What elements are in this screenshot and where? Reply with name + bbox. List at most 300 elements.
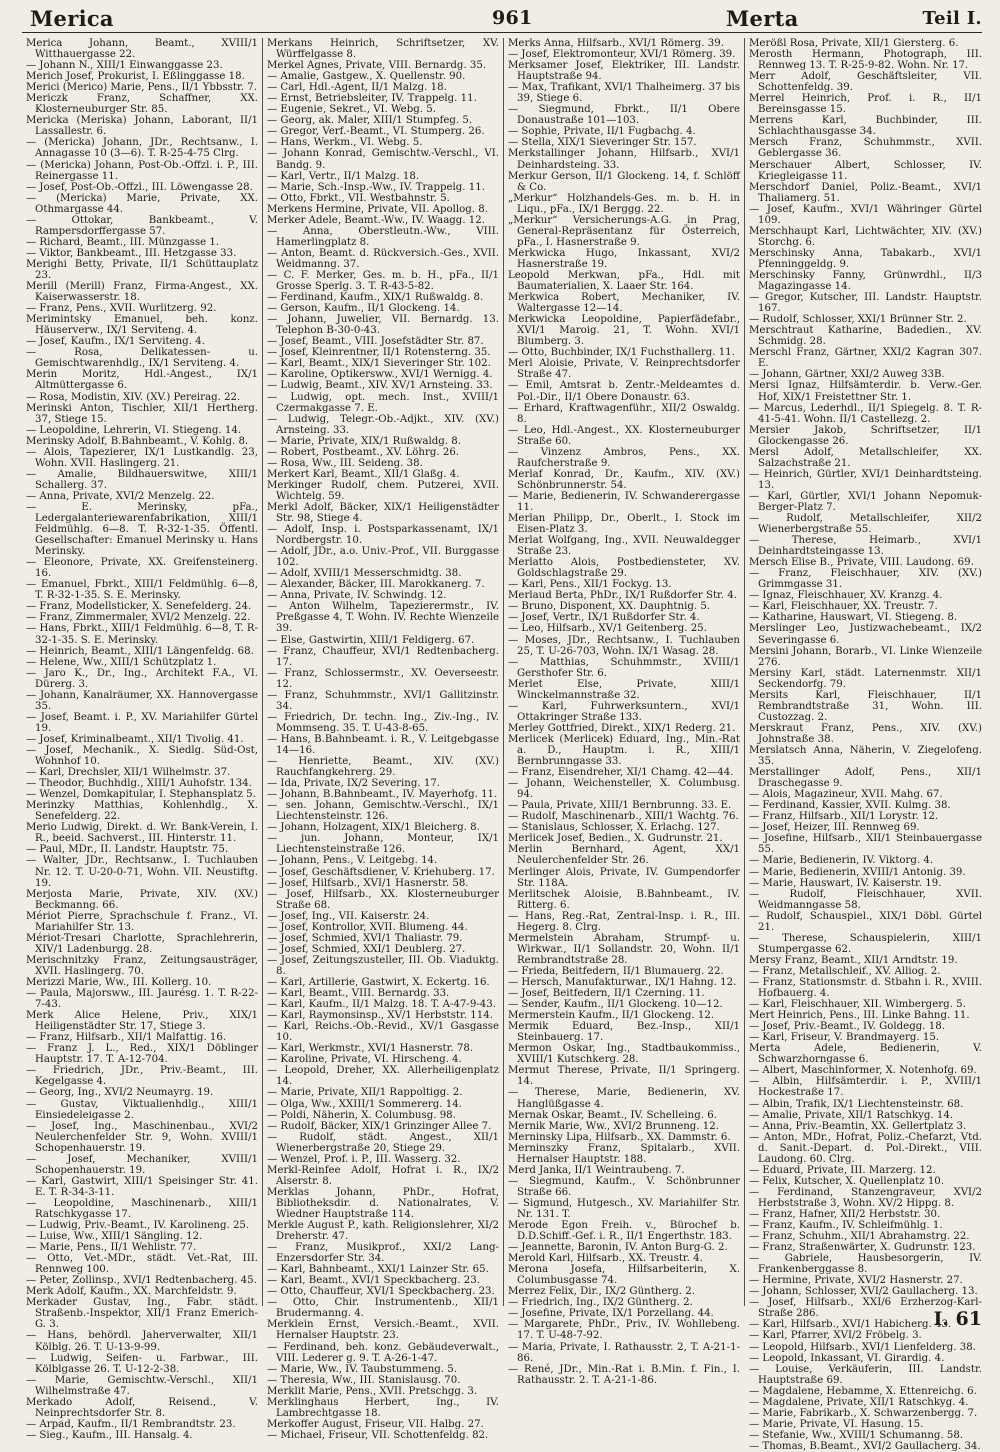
directory-entry: Mersch Elise B., Private, VIII. Laudong. 69. xyxy=(749,557,974,569)
directory-entry: — Ludwig, Seifen- u. Farbwar., III. Kölblgasse 26. T. U-12-2-38. xyxy=(26,1352,258,1375)
directory-entry: Merica Johann, Beamt., XVIII/1 Witthauergasse 22. xyxy=(26,38,258,61)
directory-entry: — Anna, Private, XVI/2 Menzelg. 22. xyxy=(26,490,215,502)
directory-entry: — Johann Konrad, Gemischtw.-Verschl., VI. Bandg. 9. xyxy=(267,148,499,171)
directory-entry: — Karl, Kaufm., II/1 Malzg. 18. T. A-47-9-43. xyxy=(267,999,496,1011)
directory-entry: — Josef, Beamt. i. P., XV. Mariahilfer Gürtel 19. xyxy=(26,711,258,734)
directory-entry: Merd Janka, II/1 Weintraubeng. 7. xyxy=(508,1164,685,1176)
directory-entry: — Karl, Werkmstr., XVI/1 Hasnerstr. 78. xyxy=(267,1043,474,1055)
directory-entry: — Albert, Maschinformer, X. Notenhofg. 69. xyxy=(749,1065,977,1077)
directory-entry: — Karl, Pfarrer, XVI/2 Fröbelg. 3. xyxy=(749,1330,922,1342)
directory-entry: — C. F. Merker, Ges. m. b. H., pFa., II/1 Grosse Sperlg. 3. T. R-43-5-82. xyxy=(267,269,499,293)
directory-entry: „Merkur“ Holzhandels-Ges. m. b. H. in Liqu., pFa., IX/1 Berggg. 22. xyxy=(508,192,740,215)
directory-entry: — Alois, Tapezierer, IX/1 Lustkandlg. 23, Wohn. XVII. Haslingerg. 21. xyxy=(26,446,258,469)
directory-entry: — Marie, Sch.-Insp.-Ww., IV. Trappelg. 11. xyxy=(267,181,485,193)
directory-entry: — Hans, behördl. Jaherverwalter, XII/1 Kölblg. 26. T. U-13-9-99. xyxy=(26,1330,258,1353)
directory-entry: — Franz, Kaufm., IV. Schleifmühlg. 1. xyxy=(749,1220,943,1232)
directory-entry: — Henriette, Beamt., XIV. (XV.) Rauchfangkehrerg. 29. xyxy=(267,756,499,779)
directory-entry: — Franz, Straßenwärter, X. Gudrunstr. 123. xyxy=(749,1242,976,1254)
directory-entry: — Franz, Eisendreher, XI/1 Chamg. 42—44. xyxy=(508,767,734,779)
directory-entry: Merninszky Franz, Spitalarb., XVII. Hernalser Hauptstr. 188. xyxy=(508,1142,740,1165)
directory-entry: Merkwicka Leopoldine, Papierfädefabr., XVI/1 Maroig. 21, T. Wohn. XVI/1 Blumberg. 3. xyxy=(508,314,740,348)
directory-entry: — Anna, Priv.-Beamtin, XX. Gellertplatz 3. xyxy=(749,1120,967,1132)
directory-entry: Merk Alice Helene, Priv., XIX/1 Heiligenstädter Str. 17, Stiege 3. xyxy=(26,1010,258,1033)
directory-entry: — Ignaz, Fleischhauer, XV. Kranzg. 4. xyxy=(749,590,943,602)
directory-entry: — Leopoldine, Lehrerin, VI. Stiegeng. 14. xyxy=(26,424,242,436)
directory-entry: Merlatto Alois, Postbediensteter, XV. Goldschlagstraße 29. xyxy=(508,557,740,580)
directory-entry: — Josef, Zeitungszusteller, III. Ob. Viaduktg. 8. xyxy=(267,954,499,977)
page-header xyxy=(22,4,982,33)
directory-entry: — Franz, Chauffeur, XVI/1 Redtenbacherg. 17. xyxy=(267,645,499,668)
directory-entry: — Josef, Kontrollor, XVII. Blumeng. 44. xyxy=(267,921,468,933)
directory-entry: Merstallinger Adolf, Pens., XII/1 Draschegasse 9. xyxy=(749,767,982,790)
directory-entry: — Franz, Fleischhauer, XIV. (XV.) Grimmgasse 31. xyxy=(749,568,982,591)
directory-entry: Merkens Hermine, Private, VII. Apollog. 8. xyxy=(267,203,489,215)
directory-entry: — Johann, Juwelier, VII. Bernardg. 13. Telephon B-30-0-43. xyxy=(267,314,499,337)
directory-entry: — Carl, Hdl.-Agent, II/1 Malzg. 18. xyxy=(267,82,447,94)
directory-entry: — Marie, Hauswart, IV. Kaiserstr. 19. xyxy=(749,877,942,889)
directory-entry: Merinsky Adolf, B.Bahnbeamt., V. Kohlg. 8. xyxy=(26,435,249,447)
directory-entry: — Friedrich, JDr., Priv.-Beamt., III. Kegelgasse 4. xyxy=(26,1065,258,1088)
directory-entry: — Paul, MDr., II. Landstr. Hauptstr. 75. xyxy=(26,844,229,856)
directory-entry: Merizzi Marie, Ww., III. Kollerg. 10. xyxy=(26,976,212,988)
directory-entry: Merlet Else, Private, XIII/1 Winckelmannstraße 32. xyxy=(508,678,740,701)
directory-entry: — Wenzel, Prof. i. P., III. Wasserg. 32. xyxy=(267,1153,461,1165)
directory-entry: — Frieda, Beitfedern, II/1 Blumauerg. 22. xyxy=(508,965,724,977)
directory-entry: — Leopold, Inkassant, VI. Girardig. 4. xyxy=(749,1352,945,1364)
directory-entry: — Josefine, Hilfsarb., XII/1 Steinbauergasse 55. xyxy=(749,833,982,856)
directory-entry: Merschdorf Daniel, Poliz.-Beamt., XVI/1 Thaliamerg. 51. xyxy=(749,181,982,204)
directory-column-2 xyxy=(263,38,504,1441)
directory-entry: Mériot Pierre, Sprachschule f. Franz., VI. Mariahilfer Str. 13. xyxy=(26,910,258,933)
directory-entry: Merkstallinger Johann, Hilfsarb., XVI/1 Deinhardsteing. 33. xyxy=(508,148,740,171)
directory-entry: Merschhaupt Karl, Lichtwächter, XIV. (XV.) Storchg. 6. xyxy=(749,225,982,248)
directory-entry: — Otto, Fbrkt., VII. Westbahnstr. 5. xyxy=(267,192,450,204)
directory-entry: — Marie, Bedienerin, IV. Viktorg. 4. xyxy=(749,855,934,867)
directory-entry: — Josef, Mechanik., X. Siedlg. Süd-Ost, Wohnhof 10. xyxy=(26,745,258,768)
directory-entry: — Karoline, Private, VI. Hirscheng. 4. xyxy=(267,1054,462,1066)
directory-entry: — Olga, Ww., XXIII/1 Sommererg. 14. xyxy=(267,1098,462,1110)
directory-entry: — Ferdinand, beh. konz. Gebäudeverwalt., VIII. Lederer g. 9. T. A-26-1-47. xyxy=(267,1341,499,1364)
directory-entry: — Vinzenz Ambros, Pens., XX. Raufcherstraße 9. xyxy=(508,446,740,469)
directory-entry: — Poldi, Näherin, X. Columbusg. 98. xyxy=(267,1109,456,1121)
directory-entry: — Josef, Mechaniker, XVIII/1 Schopenhauerstr. 19. xyxy=(26,1153,258,1176)
directory-entry: Merio Ludwig, Direkt. d. Wr. Bank-Verein, I. R., beeid. Sachverst., III. Hinterstr. 11. xyxy=(26,822,258,845)
directory-entry: Merklit Marie, Pens., XVII. Pretschgg. 3. xyxy=(267,1385,478,1397)
directory-entry: Merkwicka Hugo, Inkassant, XVI/2 Hasnerstraße 19. xyxy=(508,247,740,270)
directory-entry: — Amalie, Bildhauerswitwe, XIII/1 Schallerg. 37. xyxy=(26,468,258,491)
directory-entry: — Rosa, Modistin, XIV. (XV.) Pereirag. 22. xyxy=(26,391,241,403)
directory-entry: — Johann, Holzagent, XIX/1 Bleicherg. 8. xyxy=(267,822,480,834)
directory-entry: Merslinger Leo, Justizwachebeamt., IX/2 Severingasse 6. xyxy=(749,623,982,646)
directory-entry: Merninsky Lipa, Hilfsarb., XX. Dammstr. 6. xyxy=(508,1131,731,1143)
directory-entry: — Stanislaus, Schlosser, X. Erlachg. 127. xyxy=(508,822,720,834)
directory-entry: — Arpad, Kaufm., II/1 Rembrandtstr. 23. xyxy=(26,1418,236,1430)
directory-entry: — Josef, Kaufm., IX/1 Serviteng. 4. xyxy=(26,336,205,348)
directory-entry: Merrez Felix, Dir., IX/2 Güntherg. 2. xyxy=(508,1286,695,1298)
directory-entry: — sen. Johann, Gemischtw.-Verschl., IX/1 Liechtensteinstr. 126. xyxy=(267,800,499,823)
directory-entry: — Margarete, PhDr., Priv., IV. Wohllebeng. 17. T. U-48-7-92. xyxy=(508,1319,740,1342)
directory-entry: — Jaro K., Dr., Ing., Architekt F.A., VI. Dürerg. 3. xyxy=(26,667,258,690)
directory-entry: — Marcus, Lederhdl., II/1 Spiegelg. 8. T. R-41-5-41. Wohn. II/1 Castellezg. 2. xyxy=(749,402,982,425)
directory-entry: — Franz, Stationsmstr. d. Stbahn i. R., XVIII. Hofbauerg. 4. xyxy=(749,976,982,1000)
directory-entry: — Leo, Hdl.-Angest., XX. Klosterneuburger Straße 60. xyxy=(508,424,740,447)
directory-entry: Mersini Johann, Borarb., VI. Linke Wienzeile 276. xyxy=(749,645,982,668)
directory-entry: — Josef, Geschäftsdiener, V. Kriehuberg. 17. xyxy=(267,866,495,878)
directory-entry: Merkader Gustav, Ing., Fabr. städt. Straßenb.-Inspektor, XII/1 Franz Emerich-G. 3. xyxy=(26,1297,258,1331)
directory-entry: — Marie, Private, VI. Hasung. 15. xyxy=(749,1418,924,1430)
directory-entry: — Ludwig, Telegr.-Ob.-Adjkt., XIV. (XV.) Arnsteing. 33. xyxy=(267,413,499,436)
directory-entry: — Johann, Weichensteller, X. Columbusg. 94. xyxy=(508,778,740,801)
directory-entry: — Josef, Schmied, XVI/1 Thaliastr. 79. xyxy=(267,932,463,944)
directory-entry: — Gabriele, Hausbesorgerin, IV. Frankenberggasse 8. xyxy=(749,1253,982,1276)
directory-entry: — Franz, Hilfsarb., XII/1 Lorystr. 12. xyxy=(749,811,939,823)
directory-entry: — Sophie, Private, II/1 Fugbachg. 4. xyxy=(508,126,696,138)
directory-entry: Mersch Franz, Schuhmmstr., XVII. Geblergasse 36. xyxy=(749,137,982,160)
directory-entry: Merrens Karl, Buchbinder, III. Schlachthausgasse 34. xyxy=(749,115,982,138)
directory-entry: — (Mericka) Johann, JDr., Rechtsanw., I. Annagasse 10 (3—6). T. R-25-4-75 Clrg. xyxy=(26,137,258,160)
directory-entry: Merighi Betty, Private, II/1 Schüttauplatz 23. xyxy=(26,258,258,281)
directory-entry: Mernik Marie, Ww., XVI/2 Brunneng. 12. xyxy=(508,1120,720,1132)
directory-entry: „Merkur“ Versicherungs-A.G. in Prag, General-Repräsentanz für Österreich, pFa., I. Hasnerstraße 9. xyxy=(508,214,740,248)
directory-entry: Merks Anna, Hilfsarb., XVI/1 Römerg. 39. xyxy=(508,38,724,49)
directory-entry: — Johann N., XIII/1 Einwanggasse 23. xyxy=(26,60,223,72)
directory-entry: — Josef, Post-Ob.-Offzl., III. Löwengasse 28. xyxy=(26,181,253,193)
directory-entry: Mernak Oskar, Beamt., IV. Schelleing. 6. xyxy=(508,1109,717,1121)
directory-entry: Merschauer Albert, Schlosser, IV. Kriegleigasse 11. xyxy=(749,159,982,182)
directory-entry: — Johann, Schlosser, XVI/2 Gaullacherg. 13. xyxy=(749,1286,978,1298)
directory-entry: Merschinsky Fanny, Grünwrdhl., II/3 Magazingasse 14. xyxy=(749,269,982,293)
directory-entry: — Karl, Raymonsinsp., XV/1 Herbststr. 114. xyxy=(267,1010,493,1022)
directory-entry: Merlaud Berta, PhDr., IX/1 Rußdorfer Str. 4. xyxy=(508,590,737,602)
directory-entry: — Otto, Chauffeur, XVI/1 Speckbacherg. 23. xyxy=(267,1286,495,1298)
directory-entry: — Maria, Private, I. Rathausstr. 2, T. A-21-1-86. xyxy=(508,1341,740,1364)
directory-entry: Mériot-Tresari Charlotte, Sprachlehrerin, XIV/1 Ladenburgg. 28. xyxy=(26,932,258,955)
directory-entry: — Karl, Drechsler, XII/1 Wilhelmstr. 37. xyxy=(26,767,231,779)
directory-entry: Merinzky Matthias, Kohlenhdlg., X. Senefelderg. 22. xyxy=(26,800,258,823)
directory-entry: Merlicek Josef, Bedien., X. Gudrunstr. 21. xyxy=(508,833,723,845)
directory-entry: — Theodor, Buchhdlg., XIII/1 Auhofstr. 134. xyxy=(26,778,252,790)
directory-entry: — E. Merinsky, pFa., Ledergalanteriewarenfabrikation, XIII/1 Feldmühlg. 6—8. T. R-32-1-35. Öffentl. Gesellschafter: Emanuel Merinsky u. Hans Merinsky. xyxy=(26,501,258,558)
directory-entry: — Karl, Artillerie, Gastwirt, X. Eckertg. 16. xyxy=(267,976,490,988)
directory-entry: — Karl, Gürtler, XVI/1 Johann Nepomuk-Berger-Platz 7. xyxy=(749,490,982,513)
directory-entry: — (Mericka) Marie, Private, XX. Othmargasse 44. xyxy=(26,192,258,215)
directory-entry: — Therese, Schauspielerin, XIII/1 Stumpergasse 62. xyxy=(749,932,982,955)
directory-entry: — Karl, Fleischhauer, XX. Treustr. 7. xyxy=(749,601,938,613)
directory-entry: Mersy Franz, Beamt., XII/1 Arndtstr. 19. xyxy=(749,954,958,966)
directory-entry: — Gerson, Kaufm., II/1 Glockeng. 14. xyxy=(267,303,460,315)
directory-entry: — Ida, Private, IX/2 Severing. 17. xyxy=(267,778,441,790)
directory-entry: Merklein Ernst, Versich.-Beamt., XVII. Hernalser Hauptstr. 23. xyxy=(267,1319,499,1342)
directory-entry: — René, JDr., Min.-Rat i. B.Min. f. Fin., I. Rathausstr. 2. T. A-21-1-86. xyxy=(508,1363,740,1386)
directory-entry: — Johann, Gärtner, XXI/2 Auweg 33B. xyxy=(749,369,945,381)
directory-entry: Merkl-Reinfee Adolf, Hofrat i. R., IX/2 Alserstr. 8. xyxy=(267,1164,499,1187)
directory-entry: — Rudolf, städt. Angest., XII/1 Wienerbergstraße 20, Stiege 29. xyxy=(267,1131,499,1154)
directory-entry: — Max, Trafikant, XVI/1 Thalheimerg. 37 bis 39, Stiege 6. xyxy=(508,82,740,105)
directory-entry: Merkur Gerson, II/1 Glockeng. 14, f. Schlöff & Co. xyxy=(508,170,740,193)
directory-entry: — Georg, Ing., XVI/2 Neumayrg. 19. xyxy=(26,1087,214,1099)
directory-entry: — Leopoldine, Maschinenarb., XIII/1 Ratschkygasse 17. xyxy=(26,1197,258,1220)
directory-entry: — Rudolf, Bäcker, XIX/1 Grinzinger Allee 7. xyxy=(267,1120,492,1132)
directory-entry: Merimintsky Emanuel, beh. konz. Häuserverw., IX/1 Serviteng. 4. xyxy=(26,314,258,337)
directory-entry: Merskraut Franz, Pens., XIV. (XV.) Johnstraße 38. xyxy=(749,722,982,745)
directory-entry: — Katharine, Hauswart, VI. Stiegeng. 8. xyxy=(749,612,958,624)
directory-entry: — Friedrich, Dr. techn. Ing., Ziv.-Ing., IV. Mommseng. 35. T. U-43-8-65. xyxy=(267,711,499,734)
directory-entry: — Gregor, Verf.-Beamt., VI. Stumperg. 26. xyxy=(267,126,485,138)
directory-entry: — Josef, Hilfsarb., XVI/1 Hasnerstr. 58. xyxy=(267,877,469,889)
directory-entry: — Marie, Private, XII/1 Rappoltigg. 2. xyxy=(267,1087,463,1099)
directory-entry: Merode Egon Freih. v., Bürochef b. D.D.Schiff.-Gef. i. R., II/1 Engerthstr. 183. xyxy=(508,1220,740,1243)
directory-entry: — Else, Gastwirtin, XIII/1 Feldigerg. 67. xyxy=(267,634,475,646)
directory-entry: — Johann, Kanalräumer, XX. Hannovergasse 35. xyxy=(26,689,258,712)
directory-entry: — Siegmund, Fbrkt., II/1 Obere Donaustraße 101—103. xyxy=(508,104,740,127)
directory-entry: — Josefine, Private, IX/1 Porzellang. 44. xyxy=(508,1308,714,1320)
directory-entry: Mersits Karl, Fleischhauer, II/1 Rembrandtstraße 31, Wohn. III. Custozzag. 2. xyxy=(749,689,982,723)
directory-entry: — Ferdinand, Kassier, XVII. Kulmg. 38. xyxy=(749,800,951,812)
directory-entry: — Leopold, Dreher, XX. Allerheiligenplatz 14. xyxy=(267,1065,499,1088)
directory-entry: — Eugenie, Sekret., VI. Webg. 5. xyxy=(267,104,436,116)
directory-entry: — Paula, Private, XIII/1 Bernbrunng. 33. E. xyxy=(508,800,732,812)
directory-entry: Merr Adolf, Geschäftsleiter, VII. Schottenfeldg. 39. xyxy=(749,71,982,94)
directory-entry: — Ottokar, Bankbeamt., V. Rampersdorffergasse 57. xyxy=(26,214,258,237)
directory-entry: — Robert, Postbeamt., XV. Löhrg. 26. xyxy=(267,446,460,458)
directory-entry: Merlitschek Aloisie, B.Bahnbeamt., IV. Ritterg. 6. xyxy=(508,888,740,911)
directory-entry: — Franz, Modellsticker, X. Senefelderg. 24. xyxy=(26,601,252,613)
directory-entry: Merosth Hermann, Photograph, III. Rennweg 13. T. R-25-9-82. Wohn. Nr. 17. xyxy=(749,49,982,72)
directory-entry: Merlat Wolfgang, Ing., XVII. Neuwaldegger Straße 23. xyxy=(508,535,740,558)
directory-entry: — Sender, Kaufm., II/1 Glockeng. 10—12. xyxy=(508,999,723,1011)
directory-entry: Merill (Merill) Franz, Firma-Angest., XX. Kaiserwasserstr. 18. xyxy=(26,281,258,304)
page-number: 961 xyxy=(492,7,533,29)
directory-entry: Mermon Oskar, Ing., Stadtbaukommiss., XVIII/1 Kutschkerg. 28. xyxy=(508,1043,740,1066)
directory-entry: — Karl, Hilfsarb., XVI/1 Habicherg. 43. xyxy=(749,1319,952,1331)
directory-entry: — Stella, XIX/1 Sieveringer Str. 157. xyxy=(508,137,697,149)
directory-entry: — Rosa, Delikatessen- u. Gemischtwarenhdlg., IX/1 Serviteng. 4. xyxy=(26,347,258,370)
directory-entry: Merkans Heinrich, Schriftsetzer, XV. Würffelgasse 8. xyxy=(267,38,499,61)
directory-entry: — Therese, Heimarb., XVI/1 Deinhardtsteingasse 13. xyxy=(749,535,982,558)
directory-entry: — Josef, Ing., Maschinenbau., XVI/2 Neulerchenfelder Str. 9, Wohn. XVIII/1 Schopenhauerstr. 19. xyxy=(26,1120,258,1154)
directory-entry: — Adolf, Insp. i. Postsparkassenamt, IX/1 Nordbergstr. 10. xyxy=(267,524,499,547)
directory-entry: Leopold Merkwan, pFa., Hdl. mit Baumaterialien, X. Laaer Str. 164. xyxy=(508,269,740,293)
directory-entry: — Paula, Majorsww., III. Jaurésg. 1. T. R-22-7-43. xyxy=(26,988,258,1011)
directory-entry: — Jeannette, Baronin, IV. Anton Burg-G. 2. xyxy=(508,1242,728,1254)
directory-entry: — Gustav, Viktualienhdlg., XIII/1 Einsiedeleigasse 2. xyxy=(26,1098,258,1121)
directory-entry: — Eleonore, Private, XX. Greifensteinerg. 16. xyxy=(26,557,258,580)
directory-entry: Mersier Jakob, Schriftsetzer, II/1 Glockengasse 26. xyxy=(749,424,982,447)
directory-entry: — Josef, Schmied, XXI/1 Deublerg. 27. xyxy=(267,943,466,955)
directory-entry: — Karl, Beamt., VIII. Bernardg. 33. xyxy=(267,988,450,1000)
directory-entry: Merschl Franz, Gärtner, XXI/2 Kagran 307. E. xyxy=(749,347,982,370)
directory-entry: Merk Adolf, Kaufm., XX. Marchfeldstr. 9. xyxy=(26,1286,237,1298)
directory-entry: — Magdalene, Private, XII/1 Ratschkyg. 4. xyxy=(749,1396,969,1408)
directory-entry: Merinski Anton, Tischler, XII/1 Hertherg. 37, Stiege 15. xyxy=(26,402,258,425)
directory-entry: — Amalie, Private, XII/1 Ratschkyg. 14. xyxy=(749,1109,954,1121)
directory-entry: — Wenzel, Domkapitular, I. Stephansplatz 5. xyxy=(26,789,256,801)
directory-entry: — Josef, Hilfsarb., XX. Klosterneuburger Straße 68. xyxy=(267,888,499,911)
directory-column-1 xyxy=(22,38,263,1441)
directory-entry: — Amalie, Gastgew., X. Quellenstr. 90. xyxy=(267,71,466,83)
directory-entry: — Eduard, Private, III. Marzerg. 12. xyxy=(749,1164,936,1176)
directory-entry: — Hans, Reg.-Rat, Zentral-Insp. i. R., III. Hegerg. 8. Clrg. xyxy=(508,910,740,933)
directory-entry: — Leo, Hilfsarb., XV/1 Geitenberg. 25. xyxy=(508,623,707,635)
directory-entry: Merößl Rosa, Private, XII/1 Giersterg. 6. xyxy=(749,38,959,49)
directory-entry: — Marie, Bedienerin, IV. Schwanderergasse 11. xyxy=(508,490,740,513)
directory-entry: — Karl, Vertr., II/1 Malzg. 18. xyxy=(267,170,420,182)
directory-entry: — Josef, Hilfsarb., XXI/6 Erzherzog-Karl-Straße 286. xyxy=(749,1297,982,1320)
directory-entry: Mermik Eduard, Bez.-Insp., XII/1 Steinbauerg. 17. xyxy=(508,1021,740,1044)
directory-entry: Merschtraut Katharine, Badedien., XV. Schmidg. 28. xyxy=(749,325,982,348)
directory-column-3 xyxy=(504,38,745,1386)
directory-entry: — Karl, Beamt., XIX/1 Sieveringer Str. 102. xyxy=(267,358,491,370)
directory-entry: — Hans, B.Bahnbeamt. i. R., V. Leitgebgasse 14—16. xyxy=(267,733,499,756)
directory-entry: — Sigmund, Hutgesch., XV. Mariahilfer Str. Nr. 131. T. xyxy=(508,1197,740,1220)
directory-entry: — Anna, Oberstleutn.-Ww., VIII. Hamerlingplatz 8. xyxy=(267,225,499,248)
directory-entry: — Marie, Private, XIX/1 Rußwaldg. 8. xyxy=(267,435,461,447)
directory-entry: — Anton, Beamt. d. Rückversich.-Ges., XVII. Weidmanng. 37. xyxy=(267,247,499,270)
directory-entry: Merlin Bernhard, Agent, XX/1 Neulerchenfelder Str. 26. xyxy=(508,844,740,867)
directory-entry: — Gregor, Kutscher, III. Landstr. Hauptstr. 167. xyxy=(749,292,982,315)
directory-entry: Merkl Adolf, Bäcker, XIX/1 Heiligenstädter Str. 98, Stiege 4. xyxy=(267,501,499,525)
directory-entry: Merlan Philipp, Dr., Oberlt., I. Stock im Eisen-Platz 3. xyxy=(508,513,740,536)
directory-entry: Merjosta Marie, Private, XIV. (XV.) Beckmanng. 66. xyxy=(26,888,258,911)
directory-entry: Merlaf Konrad, Dr., Kaufm., XIV. (XV.) Schönbrunnerstr. 54. xyxy=(508,468,740,491)
directory-entry: — jun. Johann, Monteur, IX/1 Liechtensteinstraße 126. xyxy=(267,833,499,856)
directory-entry: Merischnitzky Franz, Zeitungsausträger, XVII. Haslingerg. 70. xyxy=(26,954,258,977)
directory-entry: — Adolf, XVIII/1 Messerschmidtg. 38. xyxy=(267,568,462,580)
directory-entry: Merold Karl, Hilfsarb., XX. Treustr. 4. xyxy=(508,1253,703,1265)
directory-entry: Merkle August P., kath. Religionslehrer, XI/2 Dreherstr. 47. xyxy=(267,1220,499,1243)
directory-entry: — Hermine, Private, XVI/2 Hasnerstr. 27. xyxy=(749,1275,963,1287)
directory-entry: — Rudolf, Metallschleifer, XII/2 Wienerbergstraße 55. xyxy=(749,513,982,536)
directory-entry: — Josef, Elektromonteur, XVI/1 Römerg. 39. xyxy=(508,49,736,61)
directory-entry: — Franz, Schuhm., XII/1 Abrahamstrg. 22. xyxy=(749,1231,970,1243)
directory-entry: — Josef, Kaufm., XVI/1 Währinger Gürtel 109. xyxy=(749,203,982,226)
directory-entry: — Karl, Pens., XII/1 Fockyg. 13. xyxy=(508,579,672,591)
directory-entry: — Helene, Ww., XIII/1 Schützplatz 1. xyxy=(26,656,217,668)
directory-entry: Merkoffer August, Friseur, VII. Halbg. 27. xyxy=(267,1418,484,1430)
directory-entry: — Heinrich, Beamt., XIII/1 Längenfeldg. 68. xyxy=(26,645,254,657)
directory-entry: — Josef, Ing., VII. Kaiserstr. 24. xyxy=(267,910,430,922)
directory-entry: — Marie, Pens., II/1 Wehlistr. 77. xyxy=(26,1242,197,1254)
directory-entry: — Rosa, Ww., III. Seideng. 38. xyxy=(267,457,423,469)
directory-entry: Mericka (Meriska) Johann, Laborant, II/1 Lassallestr. 6. xyxy=(26,115,258,138)
directory-entry: Merkert Karl, Beamt., XII/1 Glaßg. 4. xyxy=(267,468,460,480)
directory-entry: — Josef, Vertr., IX/1 Rußdorfer Str. 4. xyxy=(508,612,700,624)
directory-entry: — Moses, JDr., Rechtsanw., I. Tuchlauben 25, T. U-26-703, Wohn. IX/1 Wasag. 28. xyxy=(508,634,740,657)
directory-entry: Merklas Johann, PhDr., Hofrat, Bibliotheksdir. d. Nationalrates, V. Wiedner Hauptstraße 114. xyxy=(267,1186,499,1220)
directory-entry: Mersl Adolf, Metallschleifer, XX. Salzachstraße 21. xyxy=(749,446,982,469)
directory-entry: — Rudolf, Fleischhauer, XVII. Weidmanngasse 58. xyxy=(749,888,982,911)
directory-entry: Merich Josef, Prokurist, I. Eßlinggasse 18. xyxy=(26,71,245,83)
directory-entry: — Ernst, Betriebsleiter, IV. Trappelg. 11. xyxy=(267,93,477,105)
directory-entry: — Theresia, Ww., III. Stanislausg. 70. xyxy=(267,1374,461,1386)
volume-part: Teil I. xyxy=(922,8,982,29)
directory-entry: — Rudolf, Maschinenarb., XIII/1 Wachtg. 76. xyxy=(508,811,739,823)
directory-entry: — Bruno, Disponent, XX. Dauphtnig. 5. xyxy=(508,601,711,613)
directory-entry: — Franz, Hilfsarb., XII/1 Malfattig. 16. xyxy=(26,1032,227,1044)
directory-entry: Merslatsch Anna, Näherin, V. Ziegelofeng. 35. xyxy=(749,745,982,768)
directory-entry: Merlicek (Merlicek) Eduard, Ing., Min.-Rat a. D., Hauptm. i. R., XIII/1 Bernbrunngasse 33. xyxy=(508,733,740,768)
directory-entry: — Marie, Bedienerin, XVIII/1 Antonig. 39. xyxy=(749,866,966,878)
directory-entry: — Therese, Marie, Bedienerin, XV. Hanglüßgasse 4. xyxy=(508,1087,740,1110)
directory-entry: — Karl, Beamt., XVI/1 Speckbacherg. 23. xyxy=(267,1275,480,1287)
directory-entry: — Josef, Kleinrentner, II/1 Rotensterng. 35. xyxy=(267,347,491,359)
directory-entry: Merin Moritz, Hdl.-Angest., IX/1 Altmüttergasse 6. xyxy=(26,369,258,392)
directory-entry: Mersi Ignaz, Hilfsämterdir. b. Verw.-Ger. Hof, XIX/1 Freistettner Str. 1. xyxy=(749,380,982,403)
directory-entry: — Anna, Private, IV. Schwindg. 12. xyxy=(267,590,447,602)
directory-entry: — Franz, Pens., XVII. Wurlitzerg. 92. xyxy=(26,303,217,315)
directory-entry: — Peter, Zollinsp., XVI/1 Redtenbacherg. 45. xyxy=(26,1275,257,1287)
directory-entry: — Rudolf, Schlosser, XXI/1 Brünner Str. 2. xyxy=(749,314,967,326)
directory-entry: Mericzk Franz, Schaffner, XX. Klosterneuburger Str. 85. xyxy=(26,93,258,116)
directory-entry: Mersiny Karl, städt. Laternenmstr. XII/1 Seckendorfg. 79. xyxy=(749,667,982,690)
directory-entry: — Anton Wilhelm, Tapezierermstr., IV. Preßgasse 4, T. Wohn. IV. Rechte Wienzeile 39. xyxy=(267,601,499,635)
directory-entry: — Walter, JDr., Rechtsanw., I. Tuchlauben Nr. 12. T. U-20-0-71, Wohn. VII. Neustiftg. 19. xyxy=(26,855,258,889)
directory-entry: Merona Josefa, Hilfsarbeiterin, X. Columbusgasse 74. xyxy=(508,1264,740,1287)
directory-entry: — Marie, Fabrikarb., X. Schwarzenbergg. 7. xyxy=(749,1407,978,1419)
directory-entry: Merkado Adolf, Reisend., V. Neinprechtsdorfer Str. 8. xyxy=(26,1396,258,1419)
directory-entry: — Viktor, Bankbeamt., III. Hetzgasse 33. xyxy=(26,247,237,259)
directory-entry: — Michael, Friseur, VII. Schottenfeldg. 82. xyxy=(267,1429,489,1441)
directory-entry: Merksamer Josef, Elektriker, III. Landstr. Hauptstraße 94. xyxy=(508,60,740,83)
directory-entry: Mermelstein Abraham, Strumpf- u. Wirkwar., II/1 Sollandstr. 20, Wohn. II/1 Rembrandtstraße 28. xyxy=(508,932,740,966)
directory-entry: — Siegmund, Kaufm., V. Schönbrunner Straße 66. xyxy=(508,1175,740,1198)
directory-entry: — (Mericka) Johann, Post-Ob.-Offzl. i. P., III. Reinergasse 11. xyxy=(26,159,258,182)
directory-entry: — Hans, Werkm., VI. Webg. 5. xyxy=(267,137,423,149)
directory-entry: — Johann, Pens., V. Leitgebg. 14. xyxy=(267,855,438,867)
header-first-entry: Merica xyxy=(30,6,114,31)
directory-entry: — Felix, Kutscher, X. Quellenplatz 10. xyxy=(749,1175,945,1187)
directory-entry: — Franz, Metallschleif., XV. Alliog. 2. xyxy=(749,965,941,977)
directory-entry: — Leopold, Hilfsarb., XVI/1 Lienfelderg. 38. xyxy=(749,1341,976,1353)
directory-entry: Merley Gottfried, Direkt., XIX/1 Rederg. 21. xyxy=(508,722,736,734)
directory-entry: — Josef, Beitfedern, II/1 Czerning. 11. xyxy=(508,988,705,1000)
directory-entry: — Otto, Buchbinder, IX/1 Fuchsthallerg. 11. xyxy=(508,347,735,359)
directory-entry: — Sieg., Kaufm., III. Hansalg. 4. xyxy=(26,1429,193,1441)
directory-entry: Mert Heinrich, Pens., III. Linke Bahng. 11. xyxy=(749,1010,970,1022)
directory-entry: — Karl, Fuhrwerksuntern., XVI/1 Ottakringer Straße 133. xyxy=(508,700,740,723)
directory-entry: — Albin, Hilfsämterdir. i. P., XVIII/1 Hockestraße 17. xyxy=(749,1076,982,1099)
directory-entry: — Richard, Beamt., III. Münzgasse 1. xyxy=(26,236,220,248)
directory-entry: — Matthias, Schuhmmstr., XVIII/1 Gersthofer Str. 6. xyxy=(508,656,740,679)
directory-entry: — Karoline, Optikersww., XVI/1 Wernigg. 4. xyxy=(267,369,493,381)
header-last-entry: Merta xyxy=(726,6,799,31)
page-footer: I. 61 xyxy=(933,1308,982,1330)
directory-entry: — Ludwig, Priv.-Beamt., IV. Karolineng. 25. xyxy=(26,1220,250,1232)
directory-entry: — Alois, Magazineur, XVII. Mahg. 67. xyxy=(749,789,943,801)
directory-entry: — Marie, Gemischtw.-Verschl., XII/1 Wilhelmstraße 47. xyxy=(26,1374,258,1397)
directory-entry: — Albin, Trafik, IX/1 Liechtensteinstr. 68. xyxy=(749,1098,964,1110)
directory-entry: — Georg, ak. Maler, XIII/1 Stumpfeg. 5. xyxy=(267,115,473,127)
directory-entry: — Thomas, B.Beamt., XVI/2 Gaullacherg. 34. xyxy=(749,1440,981,1452)
directory-entry: — Karl, Fleischhauer, XII. Wimbergerg. 5. xyxy=(749,999,966,1011)
directory-entry: — Alexander, Bäcker, III. Marokkanerg. 7. xyxy=(267,579,485,591)
directory-entry: Merkwica Robert, Mechaniker, IV. Waltergasse 12—14. xyxy=(508,292,740,315)
directory-entry: Mermut Therese, Private, II/1 Springerg. 14. xyxy=(508,1065,740,1088)
directory-entry: — Stefanie, Ww., XVIII/1 Schumanng. 58. xyxy=(749,1429,964,1441)
directory-entry: — Ludwig, opt. mech. Inst., XVIII/1 Czermakgasse 7. E. xyxy=(267,391,499,414)
directory-entry: — Franz, Musikprof., XXI/2 Lang-Enzersdorfer Str. 34. xyxy=(267,1242,499,1265)
directory-entry: — Franz, Hafner, XII/2 Herbststr. 30. xyxy=(749,1208,941,1220)
directory-entry: Merker Adele, Beamt.-Ww., IV. Waagg. 12. xyxy=(267,214,486,226)
directory-entry: — Ferdinand, Kaufm., XIX/1 Rußwaldg. 8. xyxy=(267,292,484,304)
directory-entry: — Rudolf, Schauspiel., XIX/1 Döbl. Gürtel 21. xyxy=(749,910,982,933)
directory-entry: — Marie, Ww., IV. Taubstummeng. 5. xyxy=(267,1363,458,1375)
directory-entry: Merschinsky Anna, Tabakarb., XVI/1 Pfenninggeldg. 9. xyxy=(749,247,982,270)
directory-entry: — Josef, Priv.-Beamt., IV. Goldegg. 18. xyxy=(749,1021,945,1033)
directory-entry: — Franz, Schuhmmstr., XVI/1 Gallitzinstr. 34. xyxy=(267,689,499,712)
directory-entry: Merkinger Rudolf, chem. Putzerei, XVII. Wichtelg. 59. xyxy=(267,479,499,502)
directory-entry: — Friedrich, Ing., IX/2 Güntherg. 2. xyxy=(508,1297,693,1309)
